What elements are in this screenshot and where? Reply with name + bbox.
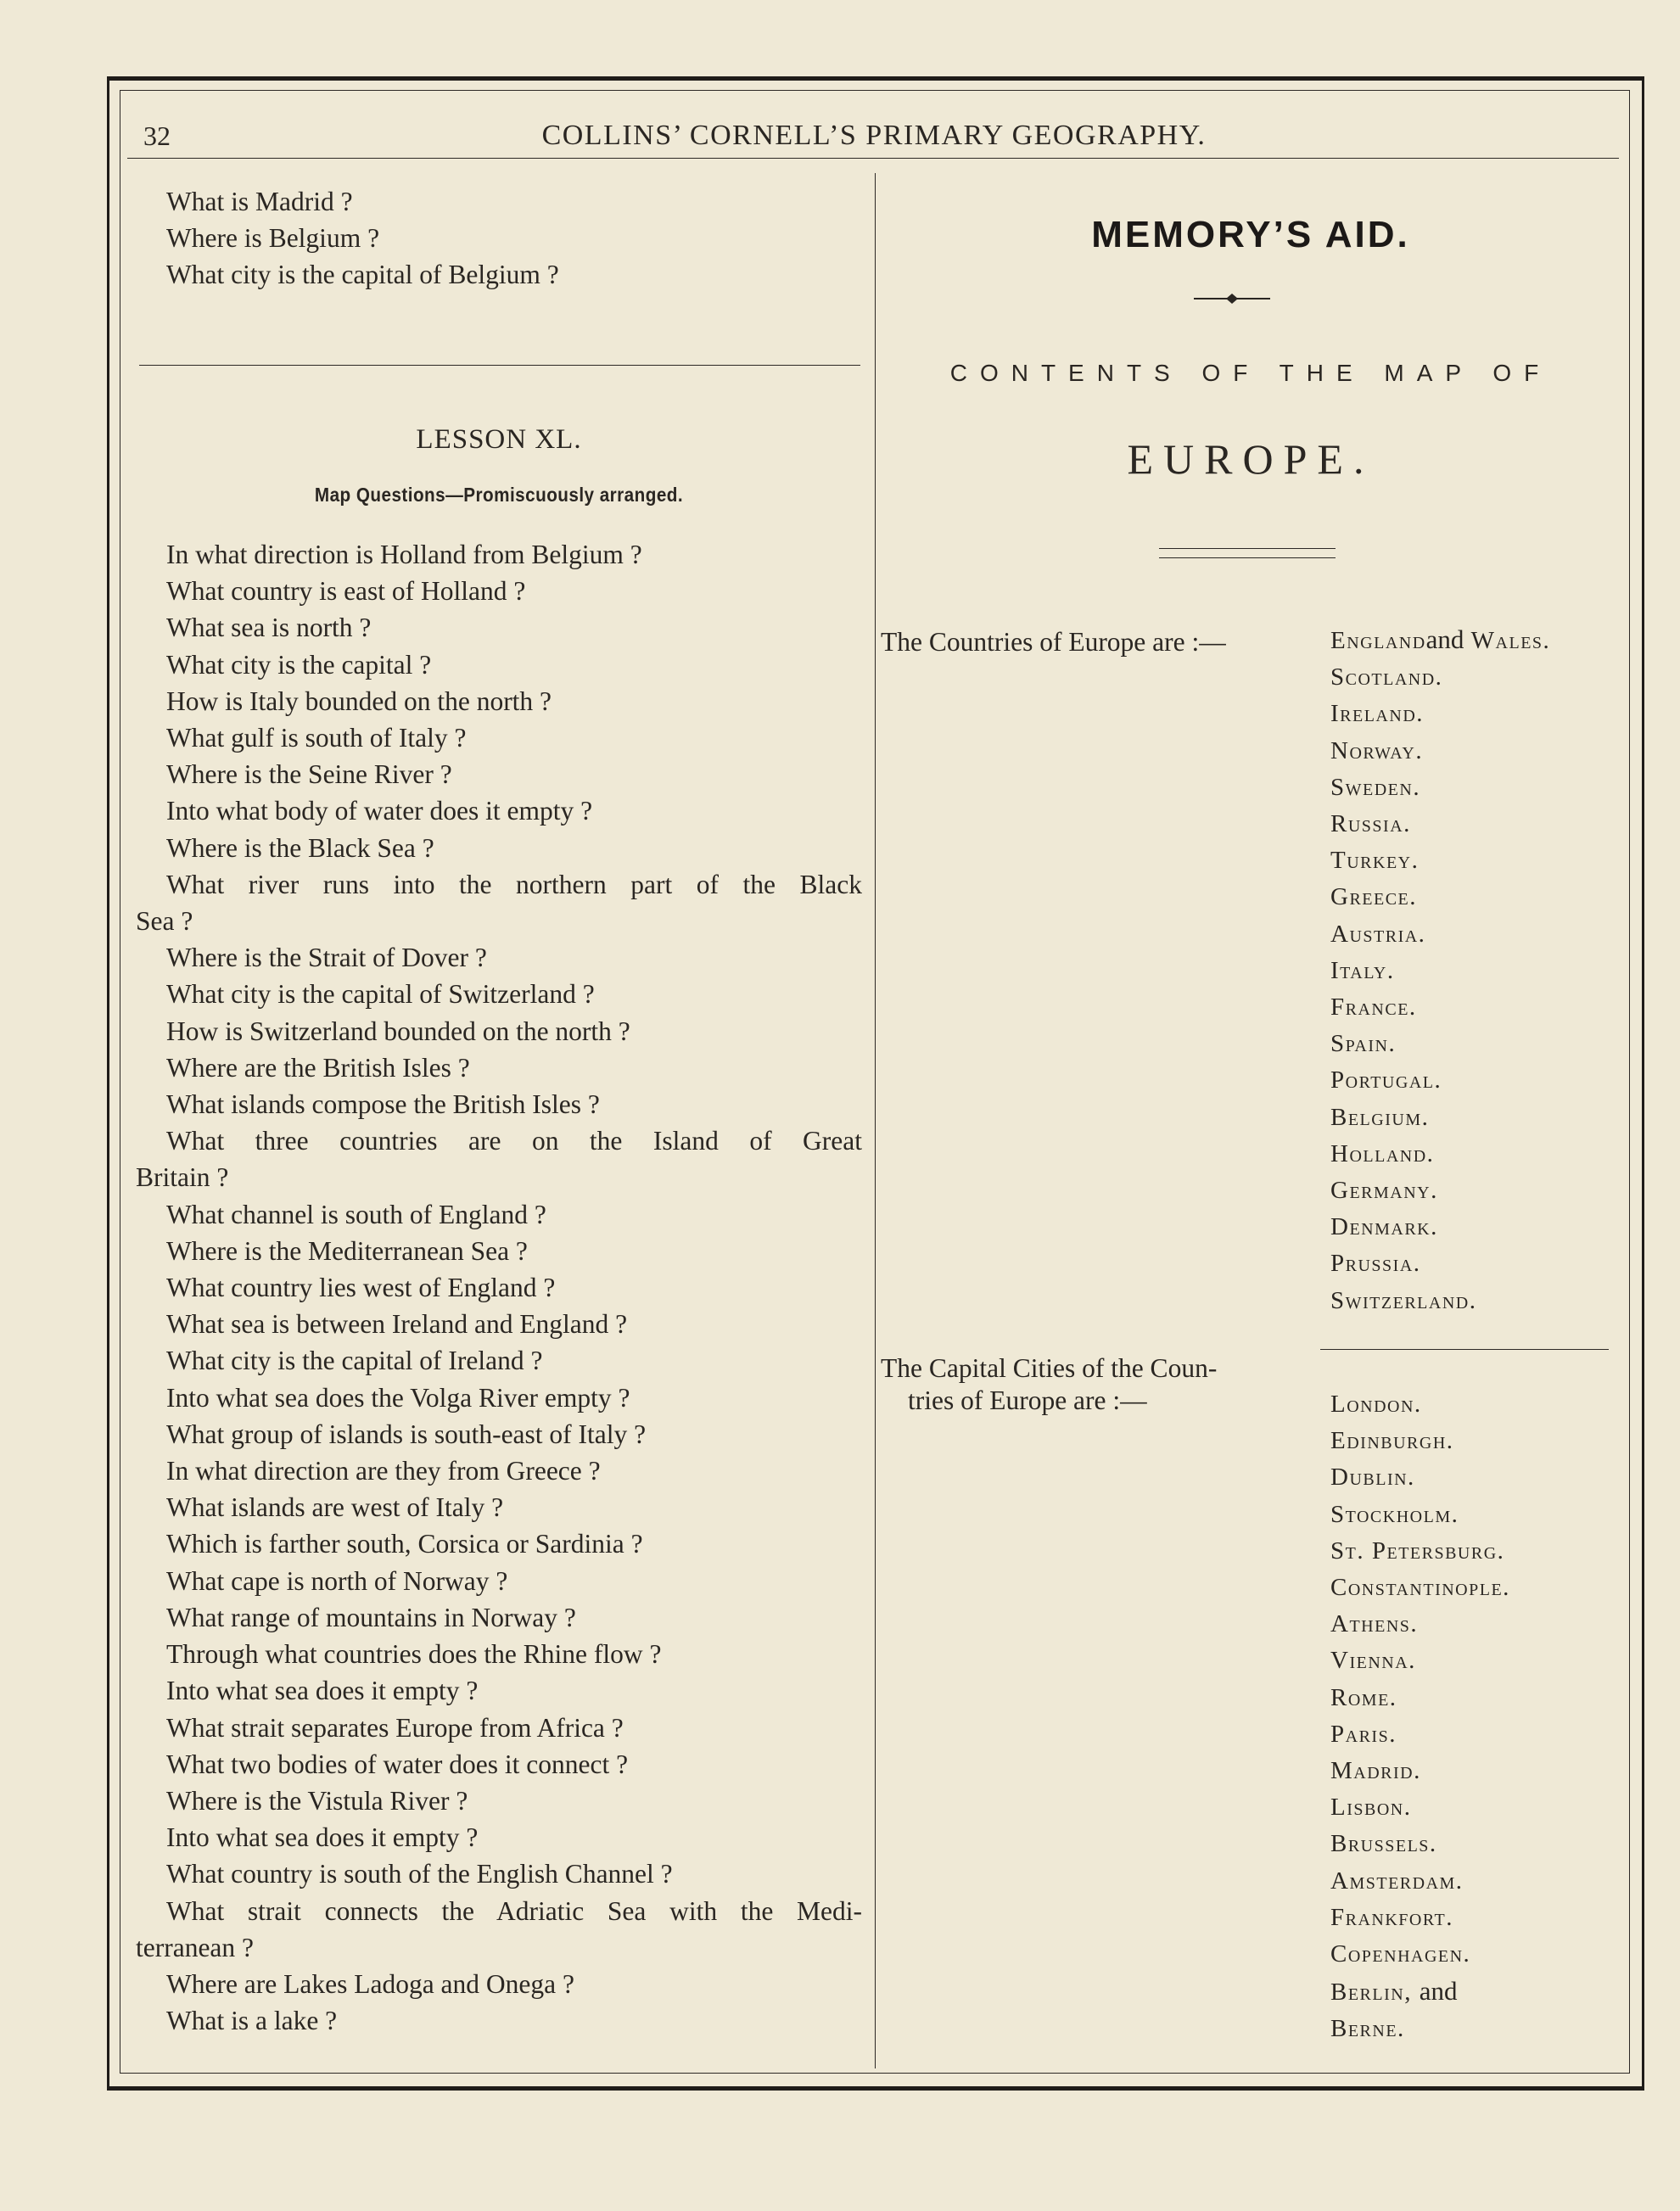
question-line: Which is farther south, Corsica or Sardinia ?: [166, 1529, 643, 1559]
country-item: Germany.: [1330, 1177, 1438, 1205]
country-item: France.: [1330, 994, 1417, 1022]
question-line: What two bodies of water does it connect ?: [166, 1749, 629, 1779]
question-line: What sea is north ?: [166, 613, 372, 643]
question-line: Where is the Black Sea ?: [166, 832, 434, 863]
question-line-continued: Sea ?: [136, 906, 193, 937]
lesson-subtitle: Map Questions—Promiscuously arranged.: [314, 484, 684, 506]
question-line: What country is south of the English Channel ?: [166, 1859, 673, 1889]
question-line: What country is east of Holland ?: [166, 576, 526, 607]
country-item: Ireland.: [1330, 700, 1425, 728]
question-line: Where is the Seine River ?: [166, 759, 452, 790]
question-line: How is Switzerland bounded on the north ?: [166, 1016, 630, 1046]
question-line: How is Italy bounded on the north ?: [166, 686, 552, 716]
question-line: What islands compose the British Isles ?: [166, 1089, 600, 1120]
country-item: Portugal.: [1330, 1066, 1442, 1094]
running-header: [120, 112, 1628, 160]
question-line: In what direction is Holland from Belgium ?: [166, 540, 642, 569]
capital-item: Edinburgh.: [1330, 1427, 1454, 1455]
country-item: Sweden.: [1330, 773, 1421, 801]
capital-item: Stockholm.: [1330, 1500, 1459, 1528]
capital-item: Dublin.: [1330, 1464, 1415, 1492]
question-line: Where is the Mediterranean Sea ?: [166, 1235, 528, 1266]
country-item: Norway.: [1330, 736, 1424, 764]
capital-item: Lisbon.: [1330, 1794, 1412, 1822]
capital-item: Berne.: [1330, 2015, 1405, 2043]
question-line: What channel is south of England ?: [166, 1199, 546, 1229]
question-line: What range of mountains in Norway ?: [166, 1602, 576, 1632]
top-question-list: [136, 183, 862, 294]
country-item: Scotland.: [1330, 663, 1443, 691]
question-line: What river runs into the northern part of the Black: [166, 869, 862, 899]
question-line: What city is the capital ?: [166, 649, 432, 680]
countries-label: The Countries of Europe are :—: [881, 627, 1226, 657]
capitals-label: [881, 1352, 1217, 1417]
question-line: Into what sea does the Volga River empty ?: [166, 1382, 630, 1413]
question-line: Where is Belgium ?: [166, 223, 380, 254]
question-line: What is a lake ?: [166, 2006, 338, 2036]
country-item: Prussia.: [1330, 1250, 1421, 1278]
country-item: Russia.: [1330, 810, 1411, 838]
page-number: 32: [143, 120, 171, 151]
capital-item: Paris.: [1330, 1720, 1397, 1748]
country-item: Belgium.: [1330, 1103, 1430, 1131]
section-rule: [139, 365, 860, 366]
country-item: Austria.: [1330, 920, 1426, 948]
question-line: In what direction are they from Greece ?: [166, 1456, 601, 1486]
capitals-label-line: The Capital Cities of the Coun-: [881, 1353, 1218, 1383]
question-line: Where is the Strait of Dover ?: [166, 943, 487, 973]
header-rule: [127, 158, 1619, 159]
capital-item: Constantinople.: [1330, 1574, 1510, 1602]
question-line: What three countries are on the Island of Great: [166, 1126, 862, 1156]
country-item: Italy.: [1330, 956, 1395, 984]
question-line: Into what body of water does it empty ?: [166, 796, 593, 826]
question-line: What strait separates Europe from Africa ?: [166, 1712, 624, 1743]
country-item: Turkey.: [1330, 847, 1420, 875]
country-item: Denmark.: [1330, 1213, 1438, 1241]
country-item: Greece.: [1330, 883, 1418, 911]
countries-list: [1330, 621, 1550, 1319]
capital-item: Vienna.: [1330, 1647, 1416, 1675]
lesson-question-list: [136, 536, 862, 2039]
memorys-aid-title: MEMORY’S AID.: [1091, 214, 1410, 255]
capital-item: Athens.: [1330, 1610, 1419, 1638]
capital-item: Amsterdam.: [1330, 1867, 1464, 1895]
double-rule: [1159, 548, 1336, 558]
country-item: Englandand Wales.: [1330, 624, 1551, 654]
lesson-title: LESSON XL.: [416, 424, 582, 455]
capital-item: Brussels.: [1330, 1830, 1437, 1858]
question-line: What strait connects the Adriatic Sea with the Medi-: [166, 1895, 862, 1926]
capital-item: Frankfort.: [1330, 1903, 1453, 1931]
question-line: Into what sea does it empty ?: [166, 1822, 479, 1853]
question-line: What is Madrid ?: [166, 187, 353, 216]
capital-item: Copenhagen.: [1330, 1940, 1471, 1968]
question-line: What group of islands is south-east of Italy ?: [166, 1419, 647, 1449]
country-item: Holland.: [1330, 1139, 1435, 1167]
question-line-continued: Britain ?: [136, 1162, 229, 1193]
section-rule-right: [1320, 1349, 1609, 1350]
capital-item: Berlin, and: [1330, 1976, 1458, 2007]
question-line-continued: terranean ?: [136, 1932, 255, 1962]
country-item: Switzerland.: [1330, 1286, 1477, 1314]
question-line: What gulf is south of Italy ?: [166, 723, 467, 753]
question-line: Into what sea does it empty ?: [166, 1676, 479, 1706]
capital-item: Rome.: [1330, 1683, 1397, 1711]
question-line: Through what countries does the Rhine flow ?: [166, 1639, 662, 1670]
contents-of-map-heading: CONTENTS OF THE MAP OF: [949, 360, 1552, 386]
question-line: What country lies west of England ?: [166, 1273, 556, 1303]
question-line: What city is the capital of Switzerland ?: [166, 979, 595, 1010]
question-line: What cape is north of Norway ?: [166, 1565, 508, 1596]
capital-item: Madrid.: [1330, 1757, 1421, 1785]
dash-diamond-ornament: [1194, 290, 1270, 307]
question-line: What sea is between Ireland and England ?: [166, 1309, 628, 1340]
question-line: Where are the British Isles ?: [166, 1052, 470, 1083]
question-line: What islands are west of Italy ?: [166, 1492, 504, 1523]
running-title: COLLINS’ CORNELL’S PRIMARY GEOGRAPHY.: [541, 120, 1207, 151]
question-line: Where are Lakes Ladoga and Onega ?: [166, 1968, 574, 1999]
europe-heading: EUROPE.: [1127, 435, 1375, 483]
question-line: What city is the capital of Belgium ?: [166, 260, 559, 290]
capital-item: London.: [1330, 1391, 1422, 1418]
capital-item: St. Petersburg.: [1330, 1537, 1505, 1564]
question-line: Where is the Vistula River ?: [166, 1785, 468, 1816]
country-item: Spain.: [1330, 1030, 1397, 1058]
capitals-label-line: tries of Europe are :—: [908, 1385, 1147, 1415]
question-line: What city is the capital of Ireland ?: [166, 1346, 543, 1376]
capitals-list: [1330, 1386, 1510, 2048]
